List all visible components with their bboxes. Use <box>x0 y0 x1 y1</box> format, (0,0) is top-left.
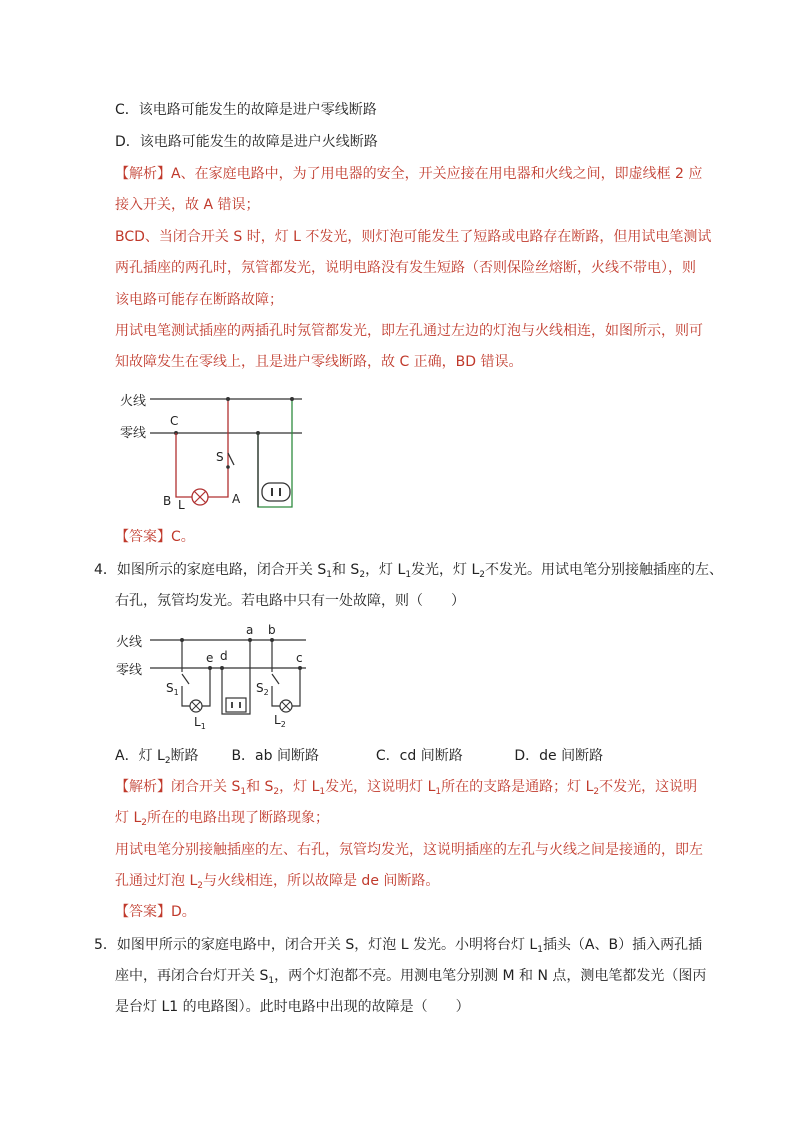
q4-analysis-4: 孔通过灯泡 $L_2$与火线相连，所以故障是 de 间断路。 <box>115 873 440 891</box>
q4-option-c: C．cd 间断路 <box>375 748 463 764</box>
q4-answer: 【答案】D。 <box>115 904 196 920</box>
q5-stem-3: 是台灯 L1 的电路图）。此时电路中出现的故障是（ ） <box>115 999 470 1015</box>
q4-option-b: B．ab 间断路 <box>231 748 319 764</box>
q3-analysis-4: 两孔插座的两孔时，氖管都发光，说明电路没有发生短路（否则保险丝熔断，火线不带电），则 <box>115 260 696 276</box>
q3-switch-icon <box>228 453 234 465</box>
q3-analysis-3: BCD、当闭合开关 S 时，灯 L 不发光，则灯泡可能发生了短路或电路存在断路，但用试电笔测试 <box>115 229 712 245</box>
q5-stem-1: 5．如图甲所示的家庭电路中，闭合开关 S，灯泡 L 发光。小明将台灯 $L_1$插头（A、B）插入两孔插 <box>94 937 703 955</box>
q4-options <box>115 746 603 766</box>
q4-neutral-label: 零线 <box>116 663 143 678</box>
q4-option-d: D．de 间断路 <box>514 748 604 764</box>
q4-point-d: d <box>220 649 228 663</box>
q3-point-a: A <box>232 492 241 506</box>
q3-switch-label: S <box>216 450 224 464</box>
q4-socket-icon <box>226 698 246 712</box>
q4-circuit-diagram <box>112 622 322 734</box>
q4-analysis-1: 【解析】闭合开关 $S_1$和 $S_2$，灯 $L_1$发光，这说明灯 $L_1$所在的支路是通路；灯 $L_2$不发光，这说明 <box>115 779 698 797</box>
q3-lamp-label: L <box>178 498 185 512</box>
q4-switch1-label: $S_1$ <box>166 681 179 697</box>
q4-point-e: e <box>206 651 214 665</box>
q4-point-a: a <box>246 623 254 637</box>
analysis-tag: 【解析】 <box>115 166 171 182</box>
q3-live-label: 火线 <box>120 394 147 409</box>
q4-switch2-label: $S_2$ <box>256 681 269 697</box>
q4-switch1-icon <box>182 674 189 684</box>
q4-analysis-3: 用试电笔分别接触插座的左、右孔，氖管均发光，这说明插座的左孔与火线之间是接通的，即左 <box>115 842 703 858</box>
q4-analysis-2: 灯 $L_2$所在的电路出现了断路现象； <box>115 810 329 828</box>
q3-point-c: C <box>170 414 179 428</box>
q4-point-c: c <box>296 651 303 665</box>
q3-answer: 【答案】C。 <box>115 529 195 545</box>
q3-option-d: D．该电路可能发生的故障是进户火线断路 <box>115 134 378 150</box>
q3-option-c: C．该电路可能发生的故障是进户零线断路 <box>115 102 377 118</box>
q3-analysis-6: 用试电笔测试插座的两插孔时氖管都发光，即左孔通过左边的灯泡与火线相连，如图所示，则可 <box>115 323 703 339</box>
q3-point-b: B <box>163 494 172 508</box>
q3-circuit-diagram <box>110 385 320 515</box>
q4-switch2-icon <box>272 674 279 684</box>
q4-lamp2-label: $L_2$ <box>274 713 286 729</box>
q3-analysis-1: 【解析】A、在家庭电路中，为了用电器的安全，开关应接在用电器和火线之间，即虚线框 2 应 <box>115 166 703 182</box>
q3-analysis-2: 接入开关，故 A 错误； <box>115 197 260 213</box>
q5-stem-2: 座中，再闭合台灯开关 $S_1$，两个灯泡都不亮。用测电笔分别测 M 和 N 点，测电笔都发光（图丙 <box>115 968 707 986</box>
q4-live-label: 火线 <box>116 635 143 650</box>
q3-analysis-5: 该电路可能存在断路故障； <box>115 292 283 308</box>
q3-analysis-7: 知故障发生在零线上，且是进户零线断路，故 C 正确，BD 错误。 <box>115 354 523 370</box>
q4-lamp1-label: $L_1$ <box>194 715 206 731</box>
q4-stem-2: 右孔，氖管均发光。若电路中只有一处故障，则（ ） <box>115 593 465 609</box>
q3-socket-icon <box>262 483 290 501</box>
q4-point-b: b <box>268 623 276 637</box>
q3-neutral-label: 零线 <box>120 426 147 441</box>
q4-option-a: A．灯 $L_2$断路 <box>115 748 199 766</box>
q4-stem-1: 4．如图所示的家庭电路，闭合开关 $S_1$和 $S_2$，灯 $L_1$发光，灯 $L_2$不发光。用试电笔分别接触插座的左、 <box>94 562 724 580</box>
